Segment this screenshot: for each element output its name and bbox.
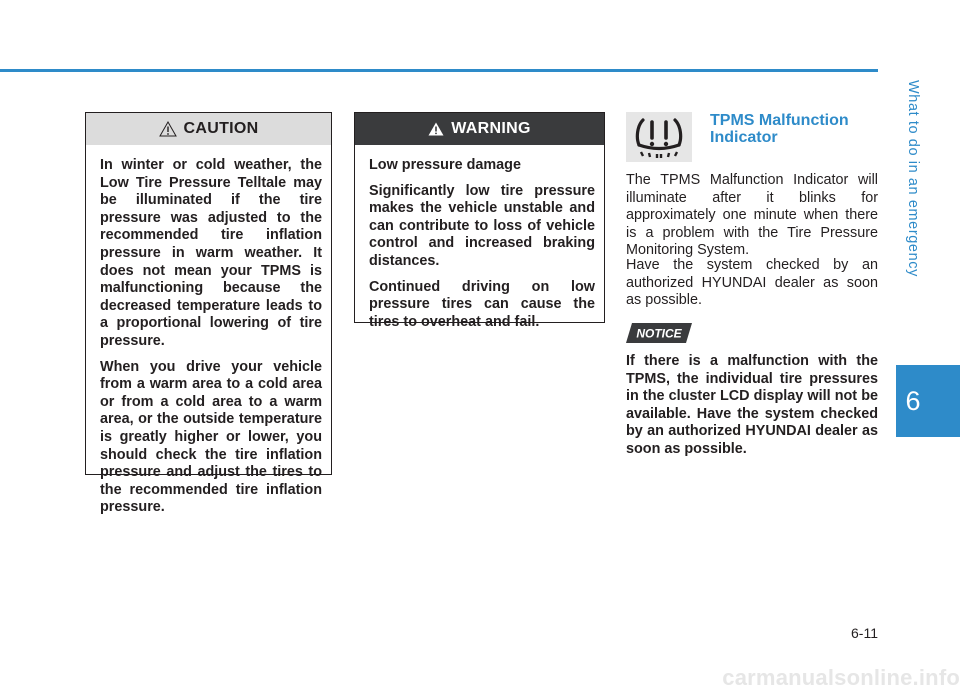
warning-label: WARNING — [451, 120, 531, 137]
chapter-title: What to do in an emergency — [905, 80, 921, 277]
warning-box — [354, 112, 605, 330]
notice-badge — [626, 323, 692, 343]
warning-paragraph: Significantly low tire pressure makes the vehicle unstable and can contribute to loss of vehicle control and increased braking distances. — [369, 182, 595, 269]
tpms-section-title: TPMS Malfunction Indicator — [710, 112, 849, 146]
warning-header — [355, 113, 604, 145]
chapter-number: 6 — [905, 386, 921, 416]
caution-paragraph: When you drive your vehicle from a warm area to a cold area or from a cold area to a warm area, or the outside temperature is greatly higher or lower, you should check the tire inflation pressure and adjust the tires to the recommended tire inflation pressure. — [100, 358, 322, 516]
notice-text: If there is a malfunction with the TPMS, the individual tire pressures in the cluster LCD display will not be available. Have the system checked by an authorized HYUNDAI dealer as soon as possible. — [626, 353, 878, 457]
caution-header — [86, 113, 331, 145]
notice-label: NOTICE — [636, 326, 682, 341]
warning-icon — [428, 122, 444, 136]
warning-body — [355, 145, 604, 331]
warning-paragraph: Continued driving on low pressure tires can cause the tires to overheat and fail. — [369, 278, 595, 330]
tpms-paragraph: The TPMS Malfunction Indicator will illuminate after it blinks for approximately one minute when there is a problem with the Tire Pressure Monitoring System. — [626, 172, 878, 259]
tpms-warning-icon — [626, 112, 692, 162]
chapter-tab — [896, 365, 960, 437]
tpms-paragraph: Have the system checked by an authorized HYUNDAI dealer as soon as possible. — [626, 257, 878, 309]
caution-label: CAUTION — [183, 120, 259, 137]
caution-icon — [159, 121, 177, 137]
header-rule — [0, 69, 878, 72]
caution-paragraph: In winter or cold weather, the Low Tire Pressure Telltale may be illuminated if the tire pressure was adjusted to the recommended tire inflation pressure in warm weather. It does not mean your TPMS is malfunctioning because the decreased temperature leads to a proportional lowering of tire pressure. — [100, 157, 322, 349]
caution-box — [85, 112, 332, 516]
warning-paragraph: Low pressure damage — [369, 157, 521, 173]
page-number: 6-11 — [851, 625, 878, 641]
caution-body — [86, 145, 331, 517]
watermark: carmanualsonline.info — [722, 665, 960, 690]
